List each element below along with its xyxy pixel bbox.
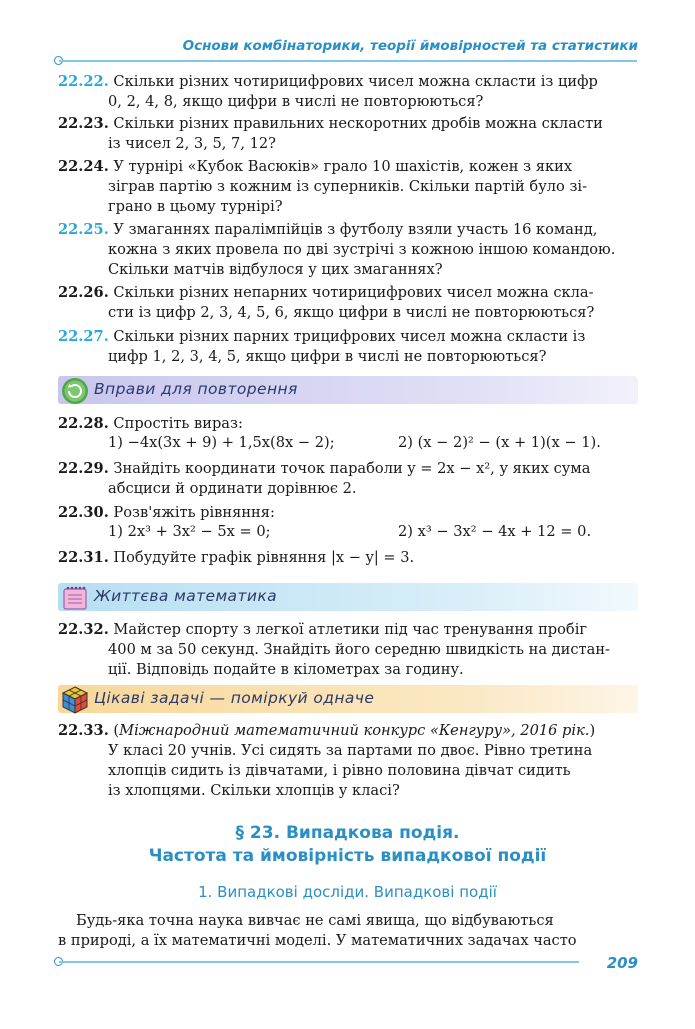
running-header: Основи комбінаторики, теорії ймовірностей та статистики — [182, 38, 638, 54]
exercise-text: кожна з яких провела по дві зустрічі з кожною іншою командою. — [108, 241, 616, 258]
paragraph — [58, 911, 636, 951]
exercise-number: 22.29. — [58, 460, 109, 477]
exercise-text: абсциси й ординати дорівнює 2. — [108, 480, 357, 497]
banner-review — [58, 376, 638, 404]
exercise-text: У турнірі «Кубок Васюків» грало 10 шахістів, кожен з яких — [113, 158, 573, 175]
exercise-number: 22.25. — [58, 221, 109, 238]
exercise-text: Знайдіть координати точок параболи y = 2x − x², у яких сума — [113, 460, 591, 477]
banner-label: Життєва математика — [94, 587, 278, 605]
paren-close: ) — [589, 722, 596, 739]
part-2: 2) (x − 2)² − (x + 1)(x − 1). — [398, 434, 601, 451]
header-rule — [59, 60, 637, 62]
paragraph-line: Будь-яка точна наука вивчає не самі явища, що відбуваються — [76, 912, 554, 929]
exercise-number: 22.23. — [58, 115, 109, 132]
exercise-22-24 — [58, 157, 636, 217]
subsection-title: 1. Випадкові досліди. Випадкові події — [198, 883, 497, 901]
exercise-number: 22.28. — [58, 415, 109, 432]
exercise-text: Скільки різних правильних нескоротних дробів можна скласти — [113, 115, 603, 132]
exercise-number: 22.24. — [58, 158, 109, 175]
cube-puzzle-icon — [60, 685, 90, 715]
exercise-22-23 — [58, 114, 636, 154]
exercise-text: хлопців сидить із дівчатами, і рівно половина дівчат сидить — [108, 762, 571, 779]
exercise-22-30 — [58, 503, 636, 523]
exercise-text: Скільки різних чотирицифрових чисел можна скласти із цифр — [113, 73, 598, 90]
exercise-text: зіграв партію з кожним із суперників. Скільки партій було зі- — [108, 178, 588, 195]
paragraph-line: в природі, а їх математичні моделі. У математичних задачах часто — [58, 932, 577, 949]
exercise-number: 22.30. — [58, 504, 109, 521]
exercise-text: грано в цьому турнірі? — [108, 198, 283, 215]
exercise-number: 22.22. — [58, 73, 109, 90]
exercise-text: Побудуйте графік рівняння |x − y| = 3. — [113, 549, 415, 566]
banner-fun-problems — [58, 685, 638, 713]
section-title-line2: Частота та ймовірність випадкової події — [148, 846, 547, 866]
exercise-text: 0, 2, 4, 8, якщо цифри в числі не повторюються? — [108, 93, 484, 110]
footer-rule — [59, 961, 579, 963]
exercise-text: 400 м за 50 секунд. Знайдіть його середню швидкість на дистан- — [108, 641, 610, 658]
exercise-number: 22.32. — [58, 621, 109, 638]
banner-label: Цікаві задачі — поміркуй одначе — [94, 689, 375, 707]
banner-life-math — [58, 583, 638, 611]
part-2: 2) x³ − 3x² − 4x + 12 = 0. — [398, 523, 592, 540]
exercise-text: сти із цифр 2, 3, 4, 5, 6, якщо цифри в числі не повторюються? — [108, 304, 595, 321]
part-1: 1) 2x³ + 3x² − 5x = 0; — [108, 523, 271, 540]
exercise-text: Скільки різних парних трицифрових чисел можна скласти із — [113, 328, 586, 345]
exercise-number: 22.33. — [58, 722, 109, 739]
exercise-22-27 — [58, 327, 636, 367]
exercise-22-29 — [58, 459, 636, 499]
exercise-22-28-parts — [108, 434, 601, 451]
exercise-22-28 — [58, 414, 636, 434]
exercise-text: із хлопцями. Скільки хлопців у класі? — [108, 782, 400, 799]
exercise-22-32 — [58, 620, 636, 680]
refresh-icon — [60, 376, 90, 406]
exercise-number: 22.26. — [58, 284, 109, 301]
exercise-text: У класі 20 учнів. Усі сидять за партами по двоє. Рівно третина — [108, 742, 593, 759]
section-title-line1: § 23. Випадкова подія. — [235, 823, 460, 843]
exercise-text: Скільки матчів відбулося у цих змаганнях? — [108, 261, 443, 278]
exercise-text: Розв'яжіть рівняння: — [113, 504, 275, 521]
exercise-22-30-parts — [108, 523, 591, 540]
exercise-22-25 — [58, 220, 636, 280]
exercise-text: цифр 1, 2, 3, 4, 5, якщо цифри в числі не повторюються? — [108, 348, 547, 365]
part-1: 1) −4x(3x + 9) + 1,5x(8x − 2); — [108, 434, 335, 451]
exercise-22-31 — [58, 548, 636, 568]
paren-open: ( — [113, 722, 120, 739]
exercise-number: 22.31. — [58, 549, 109, 566]
exercise-22-33 — [58, 721, 636, 801]
exercise-text: Майстер спорту з легкої атлетики під час тренування пробіг — [113, 621, 588, 638]
exercise-text: Скільки різних непарних чотирицифрових чисел можна скла- — [113, 284, 594, 301]
page-number: 209 — [606, 954, 638, 972]
exercise-text: ції. Відповідь подайте в кілометрах за годину. — [108, 661, 464, 678]
exercise-text: У змаганнях паралімпійців з футболу взяли участь 16 команд, — [113, 221, 598, 238]
notepad-icon — [60, 583, 90, 613]
exercise-text: із чисел 2, 3, 5, 7, 12? — [108, 135, 277, 152]
exercise-number: 22.27. — [58, 328, 109, 345]
exercise-22-22 — [58, 72, 636, 112]
exercise-text: Спростіть вираз: — [113, 415, 243, 432]
source-citation: Міжнародний математичний конкурс «Кенгуру», 2016 рік. — [119, 722, 590, 739]
exercise-22-26 — [58, 283, 636, 323]
banner-label: Вправи для повторення — [94, 380, 298, 398]
